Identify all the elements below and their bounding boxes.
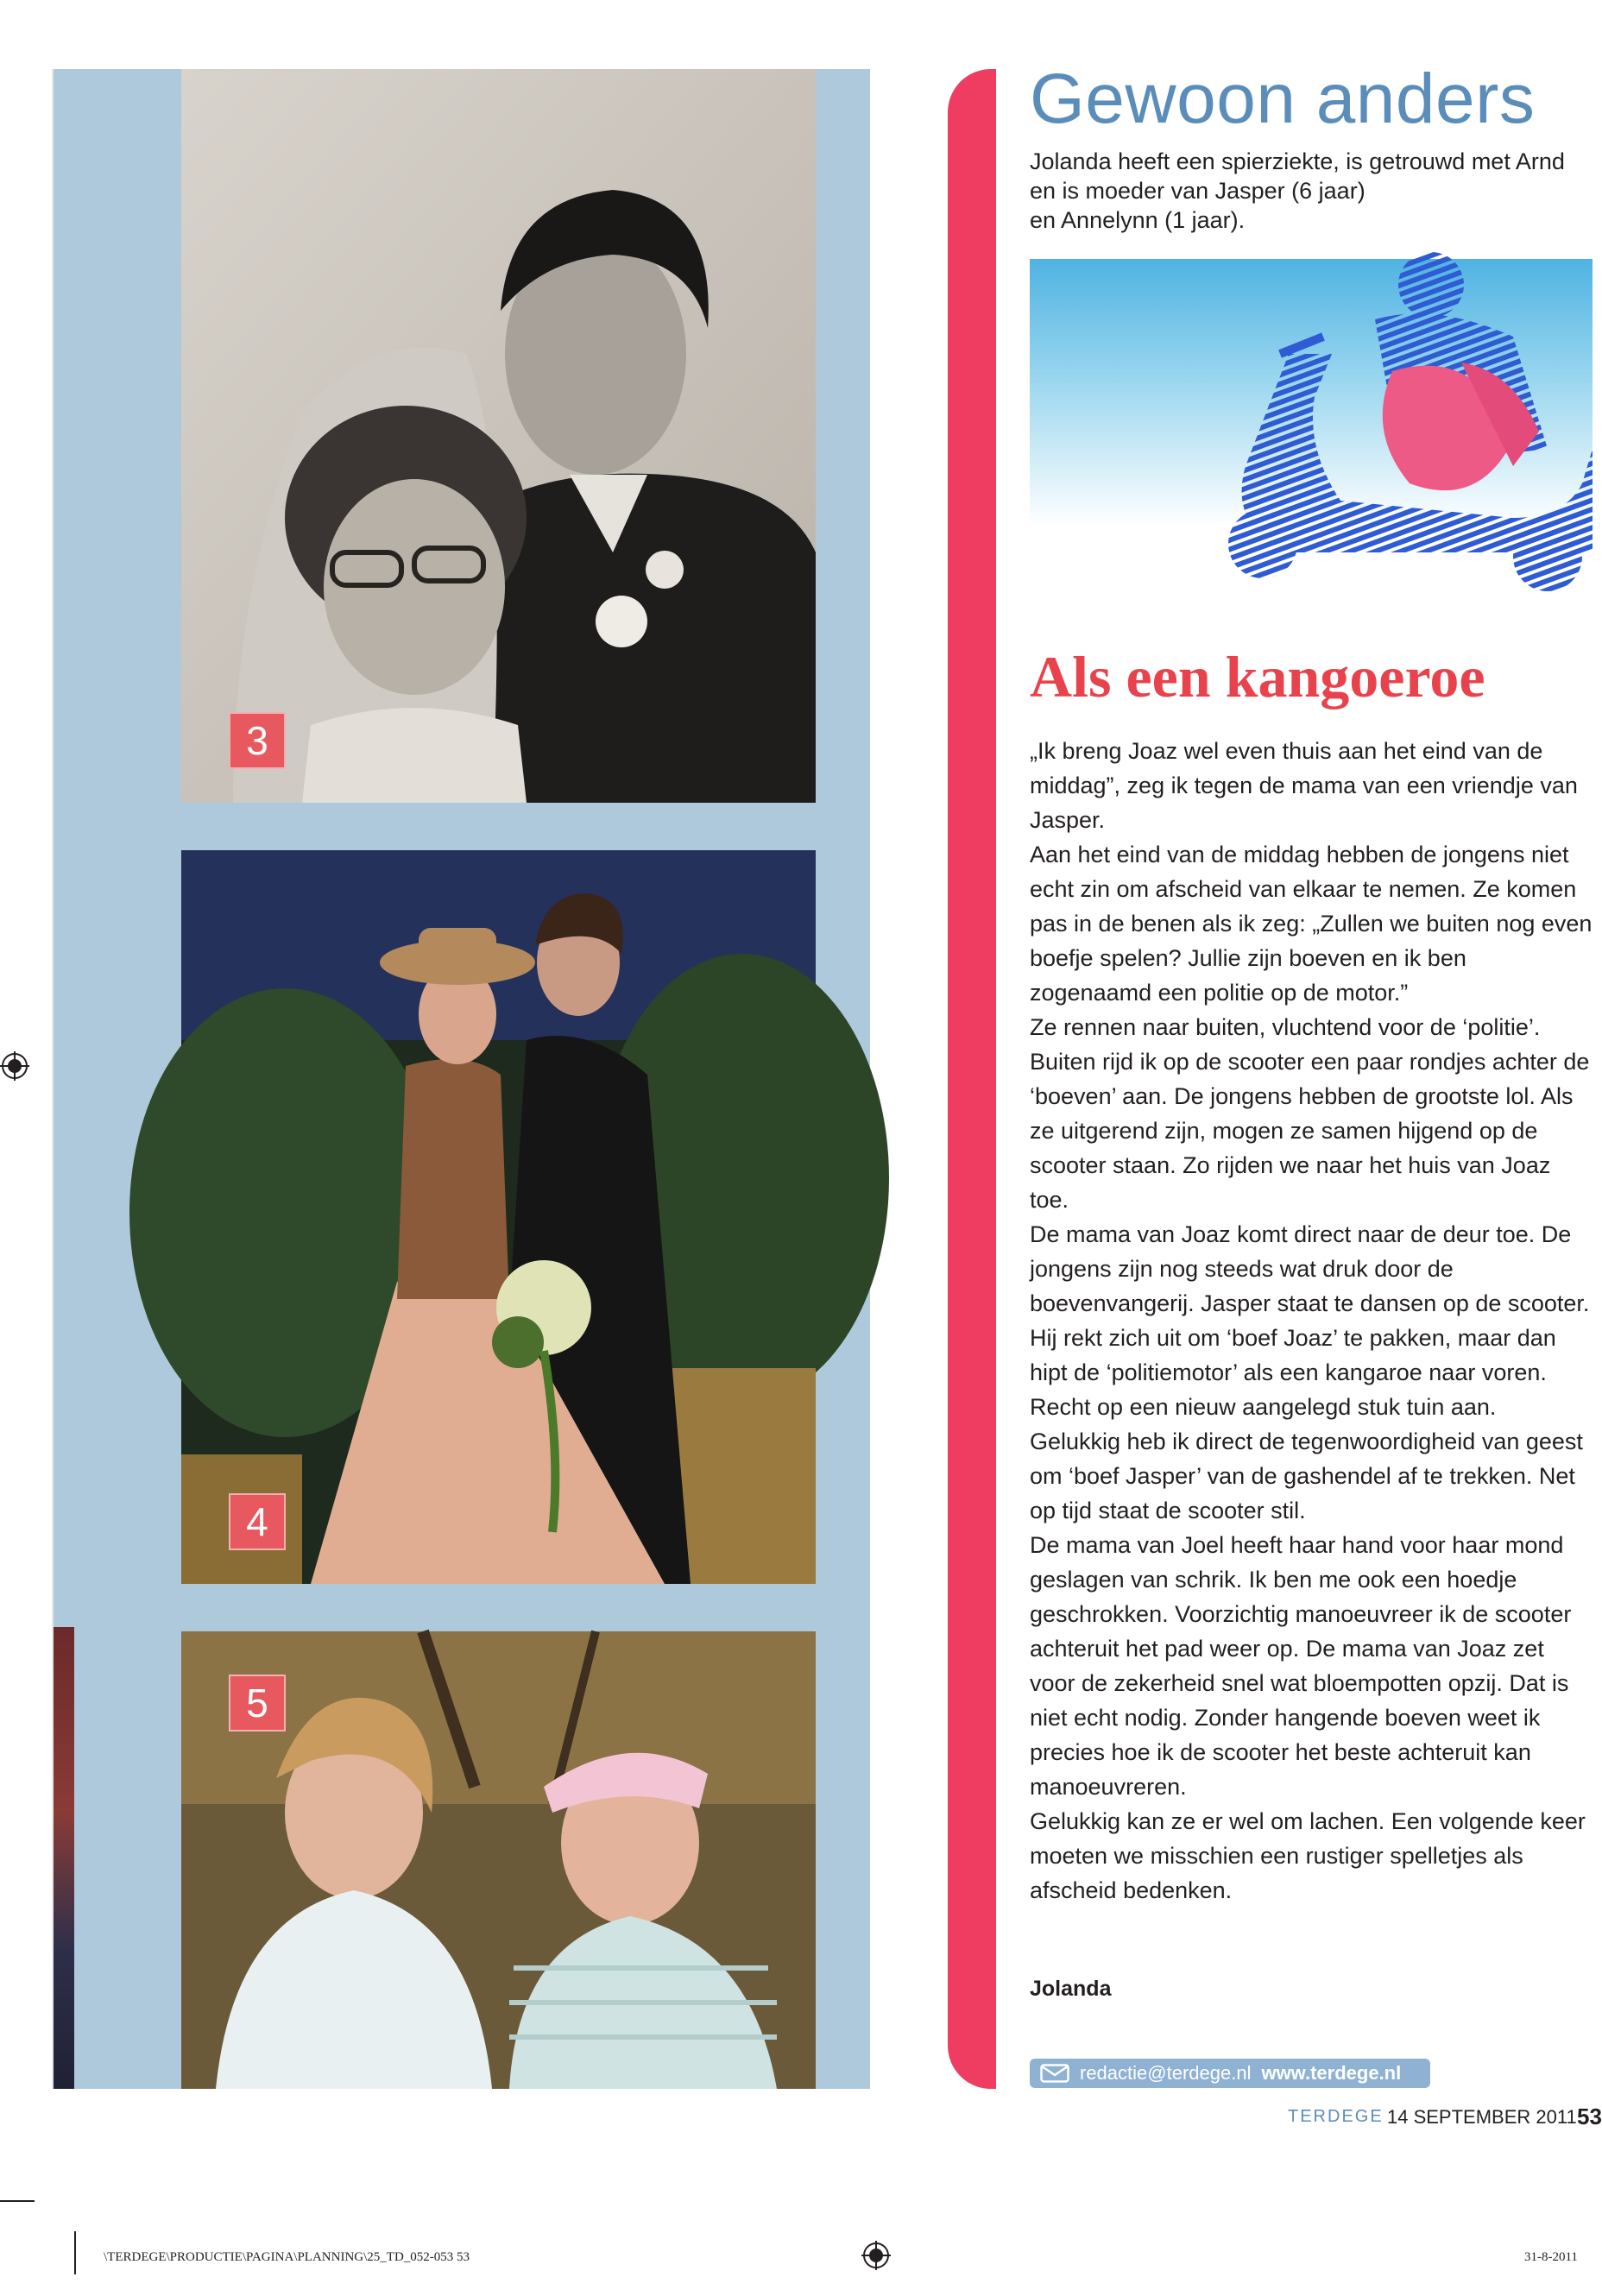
crop-mark bbox=[74, 2231, 76, 2274]
photo-wedding-vintage-image bbox=[181, 69, 816, 803]
article-title: Als een kangoeroe bbox=[1030, 644, 1485, 710]
crop-mark bbox=[0, 2200, 35, 2202]
pink-accent-bar bbox=[948, 69, 996, 2089]
envelope-icon bbox=[1040, 2064, 1069, 2083]
article-paragraph: Ze rennen naar buiten, vluchtend voor de ‘politie’. Buiten rijd ik op de scooter een paar rondjes achter de ‘boeven’ aan. De jongens hebben de grootste lol. Als ze uitgerend zijn, mogen ze samen hijgend op de scooter staan. Zo rijden we naar het huis van Joaz toe. bbox=[1030, 1014, 1590, 1213]
article-body bbox=[1030, 734, 1593, 1908]
article-paragraph: Aan het eind van de middag hebben de jongens niet echt zin om afscheid van elkaar te nemen. Ze komen pas in de benen als ik zeg: „Zullen we buiten nog even boefje spelen? Jullie zijn boeven en ik ben zogenaamd een politie op de motor.” bbox=[1030, 842, 1593, 1006]
contact-website-link[interactable]: www.terdege.nl bbox=[1261, 2062, 1402, 2084]
scooter-rider-icon bbox=[1030, 224, 1593, 630]
article-author: Jolanda bbox=[1030, 1977, 1112, 2001]
cropped-photo-strip bbox=[52, 1627, 74, 2089]
article-paragraph: De mama van Joel heeft haar hand voor haar mond geslagen van schrik. Ik ben me ook een hoedje geschrokken. Voorzichtig manoeuvreer ik de scooter achteruit het pad weer op. De mama van Joaz zet voor de zekerheid snel wat bloempotten opzij. Dat is niet echt nodig. Zonder hangende boeven weet ik precies hoe ik de scooter het beste achteruit kan manoeuvreren. bbox=[1030, 1532, 1572, 1800]
print-slug-date: 31-8-2011 bbox=[1524, 2250, 1578, 2264]
photo-number-5: 5 bbox=[229, 1675, 286, 1731]
article-paragraph: De mama van Joaz komt direct naar de deur toe. De jongens zijn nog steeds wat druk door de boevenvangerij. Jasper staat te dansen op de scooter. Hij rekt zich uit om ‘boef Joaz’ te pakken, maar dan hipt de ‘politiemotor’ als een kangaroe naar voren. Recht op een nieuw aangelegd stuk tuin aan. Gelukkig heb ik direct de tegenwoordigheid van geest om ‘boef Jasper’ van de gashendel af te trekken. Net op tijd staat de scooter stil. bbox=[1030, 1221, 1590, 1523]
footer-brand: TERDEGE bbox=[1288, 2107, 1384, 2126]
registration-mark-icon bbox=[861, 2241, 891, 2270]
article-paragraph: Gelukkig kan ze er wel om lachen. Een volgende keer moeten we misschien een rustiger spelletjes als afscheid bedenken. bbox=[1030, 1808, 1586, 1903]
photo-number-3: 3 bbox=[229, 712, 286, 769]
footer-date: 14 SEPTEMBER 2011 bbox=[1387, 2106, 1577, 2128]
page-title: Gewoon anders bbox=[1030, 60, 1536, 138]
print-slug-path: \TERDEGE\PRODUCTIE\PAGINA\PLANNING\25_TD_052-053 53 bbox=[104, 2250, 470, 2264]
photo-number-4: 4 bbox=[229, 1493, 286, 1550]
photo-two-girls bbox=[181, 1631, 816, 2089]
page-subtitle: Jolanda heeft een spierziekte, is getrouwd met Arnd en is moeder van Jasper (6 jaar) en Annelynn (1 jaar). bbox=[1030, 148, 1565, 233]
photo-wedding-couple-image bbox=[181, 850, 816, 1584]
contact-bar bbox=[1030, 2059, 1430, 2088]
registration-mark-icon bbox=[0, 1051, 29, 1081]
article-paragraph: „Ik breng Joaz wel even thuis aan het eind van de middag”, zeg ik tegen de mama van een vriendje van Jasper. bbox=[1030, 738, 1578, 833]
photo-wedding-couple bbox=[181, 850, 816, 1584]
trim-line bbox=[52, 69, 54, 2089]
photo-wedding-vintage bbox=[181, 69, 816, 803]
scooter-illustration bbox=[1030, 259, 1593, 527]
footer-page-number: 53 bbox=[1577, 2104, 1602, 2129]
contact-email-link[interactable]: redactie@terdege.nl bbox=[1080, 2062, 1252, 2084]
